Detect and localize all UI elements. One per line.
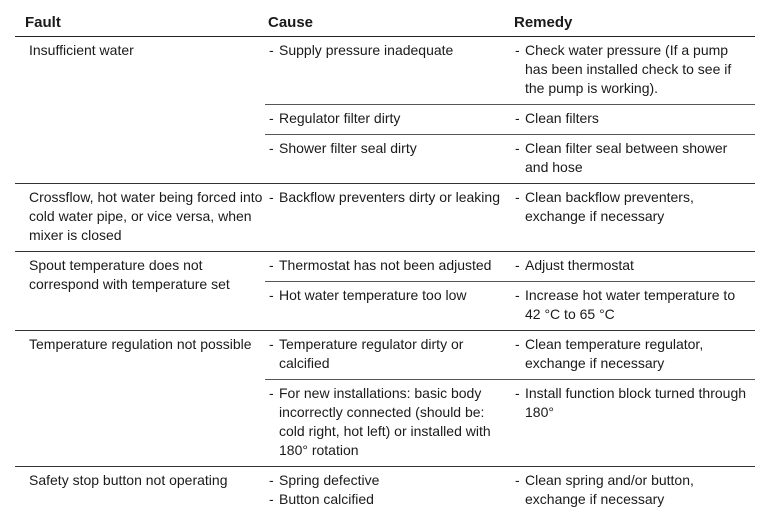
fault-group bbox=[15, 37, 755, 184]
remedy-cell bbox=[511, 184, 755, 232]
table-row bbox=[265, 331, 755, 380]
remedy-text: Increase hot water temperature to 42 °C to 65 °C bbox=[525, 287, 736, 322]
table-row bbox=[265, 252, 755, 282]
cause-cell bbox=[265, 331, 511, 379]
list-dash: - bbox=[269, 385, 274, 401]
remedy-text: Clean filter seal between shower and hose bbox=[525, 140, 728, 175]
cause-cell bbox=[265, 37, 511, 104]
cause-text: For new installations: basic body incorrectly connected (should be: cold right, hot left) or installed with 180° rotation bbox=[279, 385, 491, 458]
remedy-cell bbox=[511, 135, 755, 183]
fault-group bbox=[15, 184, 755, 252]
remedy-cell bbox=[511, 467, 755, 515]
remedy-cell bbox=[511, 105, 755, 134]
cause-cell bbox=[265, 184, 511, 232]
cause-cell bbox=[265, 467, 511, 515]
list-dash: - bbox=[269, 472, 274, 488]
cause-cell bbox=[265, 105, 511, 134]
list-dash: - bbox=[515, 257, 520, 273]
fault-cell: Spout temperature does not correspond with temperature set bbox=[29, 257, 230, 292]
cause-text: Shower filter seal dirty bbox=[279, 140, 417, 156]
cause-text: Supply pressure inadequate bbox=[279, 42, 454, 58]
header-fault: Fault bbox=[25, 14, 61, 31]
remedy-text: Clean spring and/or button, exchange if necessary bbox=[525, 472, 694, 507]
fault-group bbox=[15, 331, 755, 467]
list-dash: - bbox=[515, 140, 520, 156]
list-dash: - bbox=[515, 472, 520, 488]
table-row bbox=[265, 282, 755, 330]
table-row bbox=[265, 135, 755, 183]
remedy-cell bbox=[511, 282, 755, 330]
remedy-text: Adjust thermostat bbox=[525, 257, 634, 273]
table-row bbox=[265, 37, 755, 105]
header-remedy: Remedy bbox=[514, 14, 573, 31]
cause-text: Regulator filter dirty bbox=[279, 110, 401, 126]
list-dash: - bbox=[269, 336, 274, 352]
remedy-cell bbox=[511, 331, 755, 379]
cause-text: Spring defective bbox=[279, 472, 380, 488]
list-dash: - bbox=[515, 287, 520, 303]
remedy-text: Clean temperature regulator, exchange if necessary bbox=[525, 336, 704, 371]
fault-group bbox=[15, 252, 755, 331]
cause-text: Backflow preventers dirty or leaking bbox=[279, 189, 500, 205]
table-row bbox=[265, 467, 755, 515]
fault-cell: Temperature regulation not possible bbox=[29, 336, 252, 352]
list-dash: - bbox=[269, 42, 274, 58]
list-dash: - bbox=[515, 42, 520, 58]
table-row bbox=[265, 105, 755, 135]
list-dash: - bbox=[269, 189, 274, 205]
table-header-row bbox=[15, 10, 755, 37]
remedy-cell bbox=[511, 252, 755, 281]
list-dash: - bbox=[269, 140, 274, 156]
list-dash: - bbox=[515, 385, 520, 401]
cause-text: Thermostat has not been adjusted bbox=[279, 257, 492, 273]
list-dash: - bbox=[515, 189, 520, 205]
remedy-text: Check water pressure (If a pump has been installed check to see if the pump is working). bbox=[525, 42, 732, 96]
cause-cell bbox=[265, 135, 511, 183]
cause-text: Hot water temperature too low bbox=[279, 287, 467, 303]
list-dash: - bbox=[269, 287, 274, 303]
remedy-text: Clean filters bbox=[525, 110, 599, 126]
fault-cell: Crossflow, hot water being forced into cold water pipe, or vice versa, when mixer is closed bbox=[29, 189, 263, 243]
remedy-text: Clean backflow preventers, exchange if necessary bbox=[525, 189, 694, 224]
cause-cell bbox=[265, 252, 511, 281]
header-cause: Cause bbox=[268, 14, 314, 31]
list-dash: - bbox=[269, 257, 274, 273]
fault-cell: Insufficient water bbox=[29, 42, 134, 58]
list-dash: - bbox=[515, 110, 520, 126]
remedy-text: Install function block turned through 180° bbox=[525, 385, 747, 420]
cause-text: Button calcified bbox=[279, 491, 374, 507]
table-row bbox=[265, 184, 755, 232]
remedy-cell bbox=[511, 37, 755, 104]
cause-cell bbox=[265, 282, 511, 330]
cause-text: Temperature regulator dirty or calcified bbox=[279, 336, 464, 371]
fault-group bbox=[15, 467, 755, 515]
list-dash: - bbox=[269, 110, 274, 126]
fault-cell: Safety stop button not operating bbox=[29, 472, 228, 488]
cause-cell bbox=[265, 380, 511, 466]
list-dash: - bbox=[515, 336, 520, 352]
list-dash: - bbox=[269, 491, 274, 507]
table-row bbox=[265, 380, 755, 466]
troubleshooting-table bbox=[15, 10, 755, 515]
remedy-cell bbox=[511, 380, 755, 466]
